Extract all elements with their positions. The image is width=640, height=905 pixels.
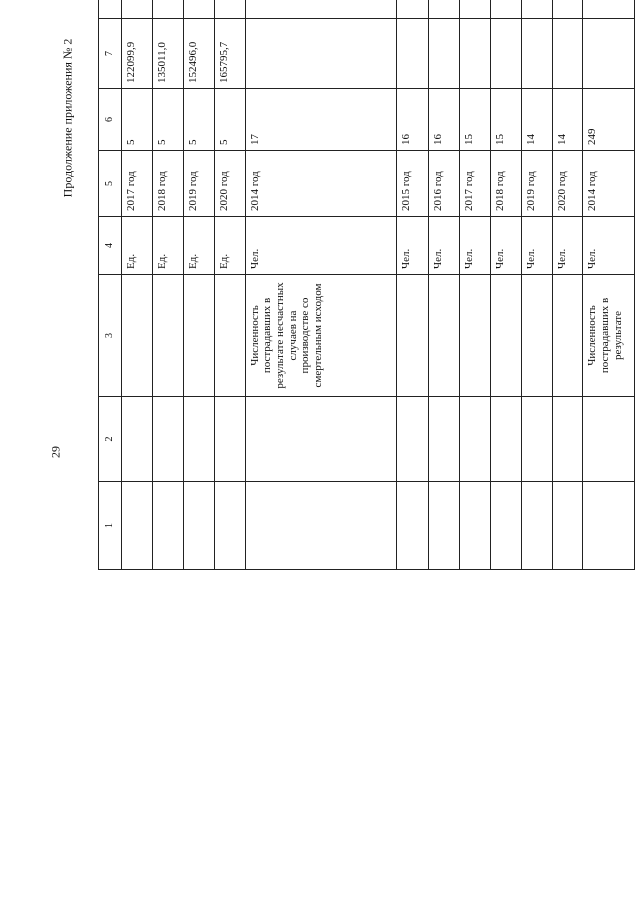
table-cell-c7 [583,19,635,89]
table-cell-c6: 17 [245,89,396,151]
table-cell-c6: 5 [121,89,152,151]
table-cell-c5: 2017 год [459,151,490,217]
table-row [583,0,635,570]
table-cell-c7 [459,19,490,89]
table-row [396,0,428,570]
table-cell-c5: 2020 год [552,151,583,217]
table-cell-c4: Чел. [459,217,490,275]
table-cell-c8 [428,0,459,19]
table-row [521,0,552,570]
table-cell-c8 [396,0,428,19]
table-row [121,0,152,570]
table-row [152,0,183,570]
table-cell-c2 [552,397,583,482]
table-cell-c6: 14 [521,89,552,151]
table-cell-c7 [428,19,459,89]
table-cell-c2 [214,397,245,482]
table-cell-c8 [459,0,490,19]
table-cell-c1 [521,482,552,570]
table-cell-c5: 2019 год [521,151,552,217]
table-cell-c8 [152,0,183,19]
table-cell-c6: 16 [428,89,459,151]
page-number: 29 [48,446,63,458]
header-cell [99,0,122,19]
table-cell-c1 [428,482,459,570]
table-cell-c8 [552,0,583,19]
table-cell-c4: Ед. [121,217,152,275]
table-cell-c4: Ед. [152,217,183,275]
table-cell-c4: Чел. [583,217,635,275]
table-cell-c2 [245,397,396,482]
table-cell-c1 [459,482,490,570]
table-cell-c7 [490,19,521,89]
table-cell-c3 [552,275,583,397]
table-cell-c1 [583,482,635,570]
table-cell-c6: 5 [183,89,214,151]
table-cell-c7 [552,19,583,89]
table-cell-c1 [214,482,245,570]
header-cell: 5 [99,151,122,217]
table-cell-c7: 165795,7 [214,19,245,89]
table-cell-c6: 249 [583,89,635,151]
data-table [98,0,635,570]
appendix-title: Продолжение приложения № 2 [60,38,75,198]
table-cell-c6: 15 [490,89,521,151]
table-cell-c3 [183,275,214,397]
table-cell-c8 [214,0,245,19]
header-cell: 7 [99,19,122,89]
table-cell-c8 [121,0,152,19]
table-cell-c7 [245,19,396,89]
table-row [245,0,396,570]
table-cell-c4: Чел. [490,217,521,275]
table-cell-c6: 15 [459,89,490,151]
header-row [99,0,122,570]
table-cell-c5: 2019 год [183,151,214,217]
table-cell-c7: 122099,9 [121,19,152,89]
table-cell-c1 [552,482,583,570]
header-cell: 1 [99,482,122,570]
table-cell-c4: Чел. [245,217,396,275]
table-cell-c7: 135011,0 [152,19,183,89]
table-cell-c1 [152,482,183,570]
table-cell-c3 [152,275,183,397]
table-cell-c3 [214,275,245,397]
table-row [490,0,521,570]
table-cell-c6: 14 [552,89,583,151]
table-cell-c1 [121,482,152,570]
table-cell-c8 [583,0,635,19]
table-cell-c1 [396,482,428,570]
table-cell-c1 [490,482,521,570]
table-cell-c2 [183,397,214,482]
table-cell-c8 [521,0,552,19]
table-cell-c2 [583,397,635,482]
table-row [459,0,490,570]
table-cell-c4: Ед. [183,217,214,275]
table-cell-c2 [459,397,490,482]
table-cell-c3 [490,275,521,397]
table-cell-c2 [121,397,152,482]
table-cell-c3 [428,275,459,397]
table-cell-c2 [152,397,183,482]
table-cell-c3: Численность пострадавших в результате [583,275,635,397]
table-cell-c4: Ед. [214,217,245,275]
table-cell-c6: 5 [214,89,245,151]
table-cell-c2 [396,397,428,482]
table-cell-c2 [428,397,459,482]
table-cell-c5: 2018 год [152,151,183,217]
header-cell: 4 [99,217,122,275]
table-cell-c7 [521,19,552,89]
table-cell-c3 [396,275,428,397]
table-row [552,0,583,570]
rotated-table-container [98,33,635,826]
table-cell-c1 [183,482,214,570]
table-cell-c5: 2016 год [428,151,459,217]
table-cell-c7: 152496,0 [183,19,214,89]
table-cell-c5: 2015 год [396,151,428,217]
table-row [183,0,214,570]
table-cell-c3 [459,275,490,397]
table-cell-c3: Численность пострадавших в результате несчастных случаев на производстве со смертельным исходом [245,275,396,397]
table-cell-c2 [521,397,552,482]
table-cell-c4: Чел. [552,217,583,275]
table-row [214,0,245,570]
table-cell-c4: Чел. [521,217,552,275]
table-cell-c8 [245,0,396,19]
table-cell-c4: Чел. [396,217,428,275]
table-cell-c3 [121,275,152,397]
table-cell-c6: 5 [152,89,183,151]
header-cell: 6 [99,89,122,151]
table-cell-c8 [183,0,214,19]
table-cell-c2 [490,397,521,482]
table-cell-c1 [245,482,396,570]
table-row [428,0,459,570]
header-cell: 2 [99,397,122,482]
table-cell-c5: 2018 год [490,151,521,217]
header-cell: 3 [99,275,122,397]
table-cell-c7 [396,19,428,89]
table-cell-c4: Чел. [428,217,459,275]
table-cell-c5: 2014 год [245,151,396,217]
table-cell-c8 [490,0,521,19]
table-cell-c5: 2017 год [121,151,152,217]
table-cell-c3 [521,275,552,397]
table-cell-c5: 2020 год [214,151,245,217]
table-cell-c5: 2014 год [583,151,635,217]
table-cell-c6: 16 [396,89,428,151]
